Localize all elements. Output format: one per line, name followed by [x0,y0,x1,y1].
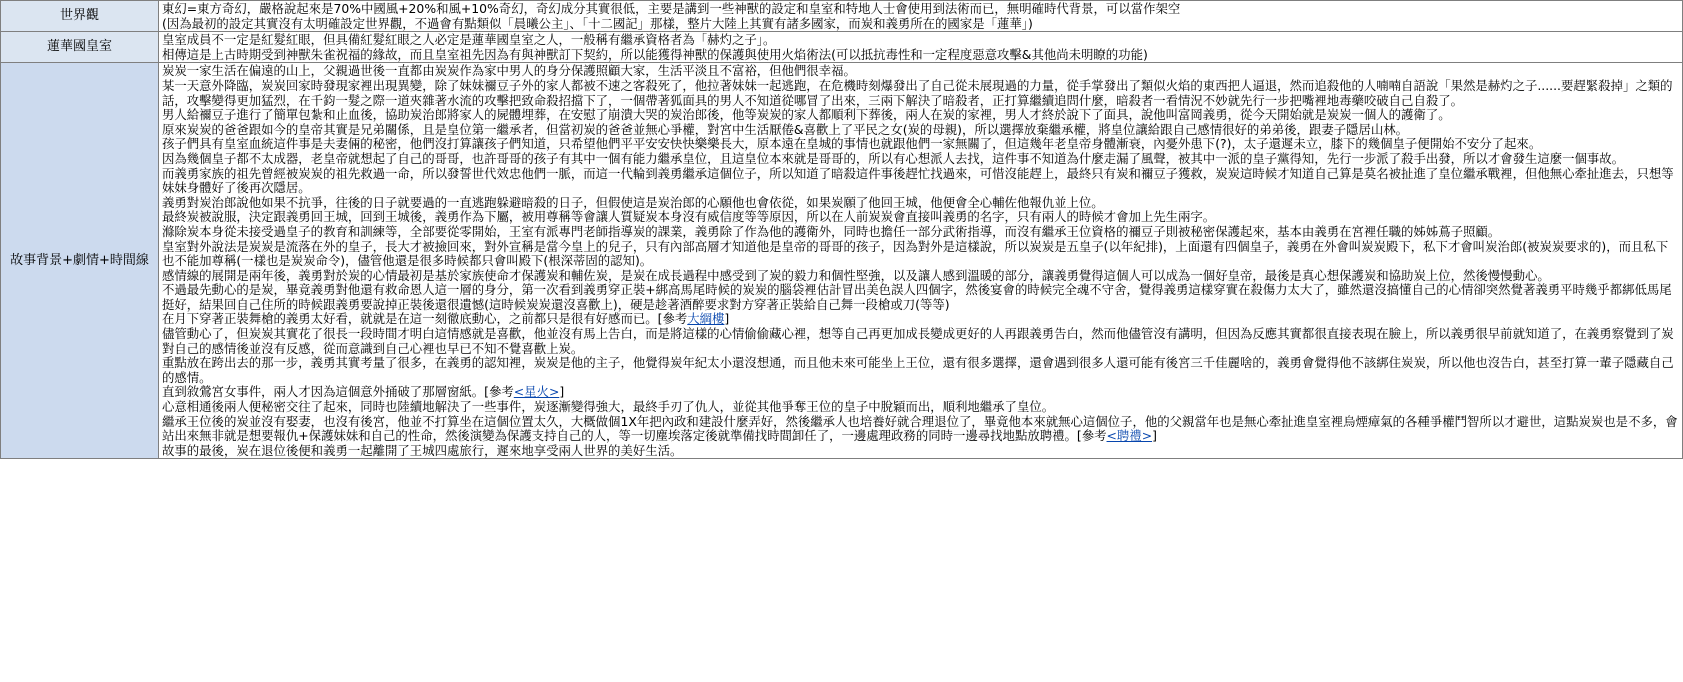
paragraph: 心意相通後兩人便秘密交往了起來，同時也陸續地解決了一些事件，炭逐漸變得強大，最終手刃了仇人，並從其他爭奪王位的皇子中脫穎而出，順利地繼承了皇位。 [162,399,1055,415]
paragraph-text: 在月下穿著正裝舞槍的義勇太好看，就就是在這一刻徹底動心，之前都只是很有好感而已。 [162,311,658,327]
paragraph: 某一天意外降臨，炭炭回家時發現家裡出現異變，除了妹妹禰豆子外的家人都被不速之客殺死了，他拉著妹妹一起逃跑，在危機時刻爆發出了自己從未展現過的力量，從手掌發出了類似火焰的東西把人逼退，然而追殺他的人喃喃自語說「果然是赫灼之子......要趕緊殺掉」之類的話，攻擊變得更加猛烈，在千鈞一髮之際一道夾雜著水流的攻擊把致命殺招擋下了，一個帶著狐面具的男人不知道從哪冒了出來，三兩下解決了暗殺者，正打算繼續追問什麼，暗殺者一看情況不妙就先行一步把嘴裡地毒藥咬破自己自殺了。 [162,77,1673,108]
reference-prefix: [參考 [484,384,514,400]
reference-link-spark[interactable]: <星火> [513,384,560,400]
row-label-world: 世界觀 [1,1,159,32]
paragraph: 不過最先動心的是炭，畢竟義勇對他還有救命恩人這一層的身分，第一次看到義勇穿正裝+綁高馬尾時候的炭炭的腦袋裡估計冒出美色誤人四個字，然後宴會的時候完全魂不守舍，覺得義勇這樣穿實在殺傷力太大了，雖然還沒搞懂自己的心情卻突然覺著義勇平時幾乎都綁低馬尾挺好，結果回自己住所的時候跟義勇要說掉正裝後還很遺憾(這時候炭炭還沒喜歡上)，硬是趁著酒醉要求對方穿著正裝給自己舞一段槍或刀(等等) [162,282,1672,312]
paragraph: (因為最初的設定其實沒有太明確設定世界觀，不過會有點類似「晨曦公主」、「十二國記」那樣，整片大陸上其實有諸多國家，而炭和義勇所在的國家是「蓮華」) [162,15,1033,31]
paragraph: 皇室對外說法是炭炭是流落在外的皇子，長大才被撿回來，對外宣稱是當今皇上的兒子，只有內部高層才知道他是皇帝的哥哥的孩子，因為對外是這樣說，所以炭炭是五皇子(以年紀排)，上面還有四個皇子，義勇在外會叫炭炭殿下，私下才會叫炭治郎(被炭炭要求的)，而且私下也不能加尊稱(一樣也是炭炭命令)，儘管他還是很多時候都只會叫殿下(根深蒂固的認知)。 [162,238,1669,269]
row-label-royal: 蓮華國皇室 [1,32,159,63]
paragraph: 而義勇家族的祖先曾經被炭炭的祖先救過一命，所以發誓世代效忠他們一脈，而這一代輪到義勇繼承這個位子，所以知道了暗殺這件事後趕忙找過來，可惜沒能趕上，最終只有炭和禰豆子獲救，炭炭這時候才知道自己算是莫名被扯進了皇位繼承戰裡，但他無心牽扯進去，只想等妹妹身體好了後再次隱居。 [162,165,1674,196]
row-content-world [159,1,1683,32]
reference-link-outline-thread[interactable]: 大綱樓 [687,311,725,327]
paragraph-with-reference [162,312,1679,327]
paragraph: 因為幾個皇子都不太成器，老皇帝就想起了自己的哥哥，也許哥哥的孩子有其中一個有能力繼承皇位，且這皇位本來就是哥哥的，所以有心想派人去找，這件事不知道為什麼走漏了風聲，被其中一派的皇子黨得知，先行一步派了殺手出發，所以才會發生這麼一個事故。 [162,150,1625,166]
paragraph-with-reference [162,415,1679,444]
paragraph: 相傳這是上古時期受到神獸朱雀祝福的緣故，而且皇室祖先因為有與神獸訂下契約，所以能獲得神獸的保護與使用火焰術法(可以抵抗毒性和一定程度惡意攻擊&其他尚未明瞭的功能) [162,46,1148,62]
reference-link-betrothal-gift[interactable]: <聘禮> [1106,428,1153,444]
paragraph: 炭炭一家生活在偏遠的山上，父親過世後一直都由炭炭作為家中男人的身分保護照顧大家，生活平淡且不富裕，但他們很幸福。 [162,63,856,79]
paragraph: 儘管動心了，但炭炭其實花了很長一段時間才明白這情感就是喜歡，他並沒有馬上告白，而是將這樣的心情偷偷藏心裡，想等自己再更加成長變成更好的人再跟義勇告白，然而他儘管沒有講明，但因為反應其實都很直接表現在臉上，所以義勇很早前就知道了，在義勇察覺到了炭對自己的感情後並沒有反感，從而意識到自己心裡也早已不知不覺喜歡上炭。 [162,326,1674,356]
table-row [1,32,1683,63]
paragraph: 男人給禰豆子進行了簡單包紮和止血後，協助炭治郎將家人的屍體埋葬，在安慰了崩潰大哭的炭治郎後，他等炭炭的家人都順利下葬後，兩人在炭的家裡，男人才終於說下了面具，說他叫富岡義勇，從今天開始就是炭炭一個人的護衛了。 [162,107,1451,123]
row-label-story: 故事背景+劇情+時間線 [1,63,159,459]
paragraph: 感情線的展開是兩年後，義勇對於炭的心情最初是基於家族使命才保護炭和輔佐炭，是炭在成長過程中感受到了炭的毅力和個性堅強，以及讓人感到溫暖的部分，讓義勇覺得這個人可以成為一個好皇帝，最後是真心想保護炭和協助炭上位，然後慢慢動心。 [162,267,1550,283]
reference-prefix: [參考 [657,311,688,327]
row-content-story [159,63,1683,459]
reference-suffix: ] [1152,428,1157,444]
reference-prefix: [參考 [1076,428,1107,444]
reference-suffix: ] [559,384,565,400]
table-row [1,1,1683,32]
paragraph: 最終炭被說服，決定跟義勇回王城，回到王城後，義勇作為下屬，被用尊稱等會讓人質疑炭本身沒有威信度等等原因，所以在人前炭炭會直接叫義勇的名字，只有兩人的時候才會加上先生兩字。 [162,209,1216,225]
paragraph: 故事的最後，炭在退位後便和義勇一起離開了王城四處旅行，遲來地享受兩人世界的美好生活。 [162,442,683,458]
paragraph-text: 直到敘鶯宮女事件，兩人才因為這個意外捅破了那層窗紙。 [162,384,485,400]
paragraph: 滌除炭本身從未接受過皇子的教育和訓練等，全部要從零開始，王室有派專門老師指導炭的課業，義勇除了作為他的護衛外，同時也擔任一部分武術指導，而沒有繼承王位資格的禰豆子則被秘密保護起來，基本由義勇在宮裡任職的姊姊蔦子照顧。 [162,223,1501,239]
row-content-royal [159,32,1683,63]
paragraph: 義勇對炭治郎說他如果不抗爭，往後的日子就要過的一直逃跑躲避暗殺的日子，但假使這是炭治郎的心願他也會依從，如果炭願了他回王城，他便會全心輔佐他報仇並上位。 [162,194,1104,210]
paragraph-text: 繼承王位後的炭並沒有娶妻，也沒有後宮，他並不打算坐在這個位置太久，大概做個1X年把內政和建設什麼弄好，然後繼承人也培養好就合理退位了，畢竟他本來就無心這個位子，他的父親當年也是無心牽扯進皇室裡烏煙瘴氣的各種爭權鬥智所以才避世，這點炭炭也是不多，會站出來無非就是想要報仇+保護妹妹和自己的性命，然後演變為保護支持自己的人，等一切塵埃落定後就準備找時間卸任了，一邊處理政務的同時一邊尋找地點放聘禮。 [162,413,1678,444]
paragraph: 皇室成員不一定是紅髮紅眼，但具備紅髮紅眼之人必定是蓮華國皇室之人，一般稱有繼承資格者為「赫灼之子」。 [162,32,776,48]
paragraph-with-reference [162,385,1679,400]
reference-suffix: ] [724,311,730,327]
paragraph: 東幻=東方奇幻，嚴格說起來是70%中國風+20%和風+10%奇幻，奇幻成分其實很低，主要是講到一些神獸的設定和皇室和特地人士會使用到法術而已，無明確時代背景，可以當作架空 [162,1,1181,16]
table-row [1,63,1683,459]
paragraph: 孩子們具有皇室血統這件事是夫妻倆的秘密，他們沒打算讓孩子們知道，只希望他們平平安安快快樂樂長大，原本遠在皇城的事情也就跟他們一家無關了，但這幾年老皇帝身體漸衰，內憂外患下(?)，太子還遲未立，膝下的幾個皇子便開始不安分了起來。 [162,136,1542,152]
paragraph: 重點放在跨出去的那一步，義勇其實考量了很多，在義勇的認知裡，炭炭是他的主子，他覺得炭年紀太小還沒想通，而且他未來可能坐上王位，還有很多選擇，還會遇到很多人還可能有後宮三千佳麗啥的，義勇會覺得他不該綁住炭炭，所以他也沒告白，甚至打算一輩子隱藏自己的感情。 [162,355,1674,385]
paragraph: 原來炭炭的爸爸跟如今的皇帝其實是兄弟關係，且是皇位第一繼承者，但當初炭的爸爸並無心爭權，對宮中生活厭倦&喜歡上了平民之女(炭的母親)，所以選擇放棄繼承權，將皇位讓給跟自己感情很好的弟弟後，跟妻子隱居山林。 [162,121,1409,137]
